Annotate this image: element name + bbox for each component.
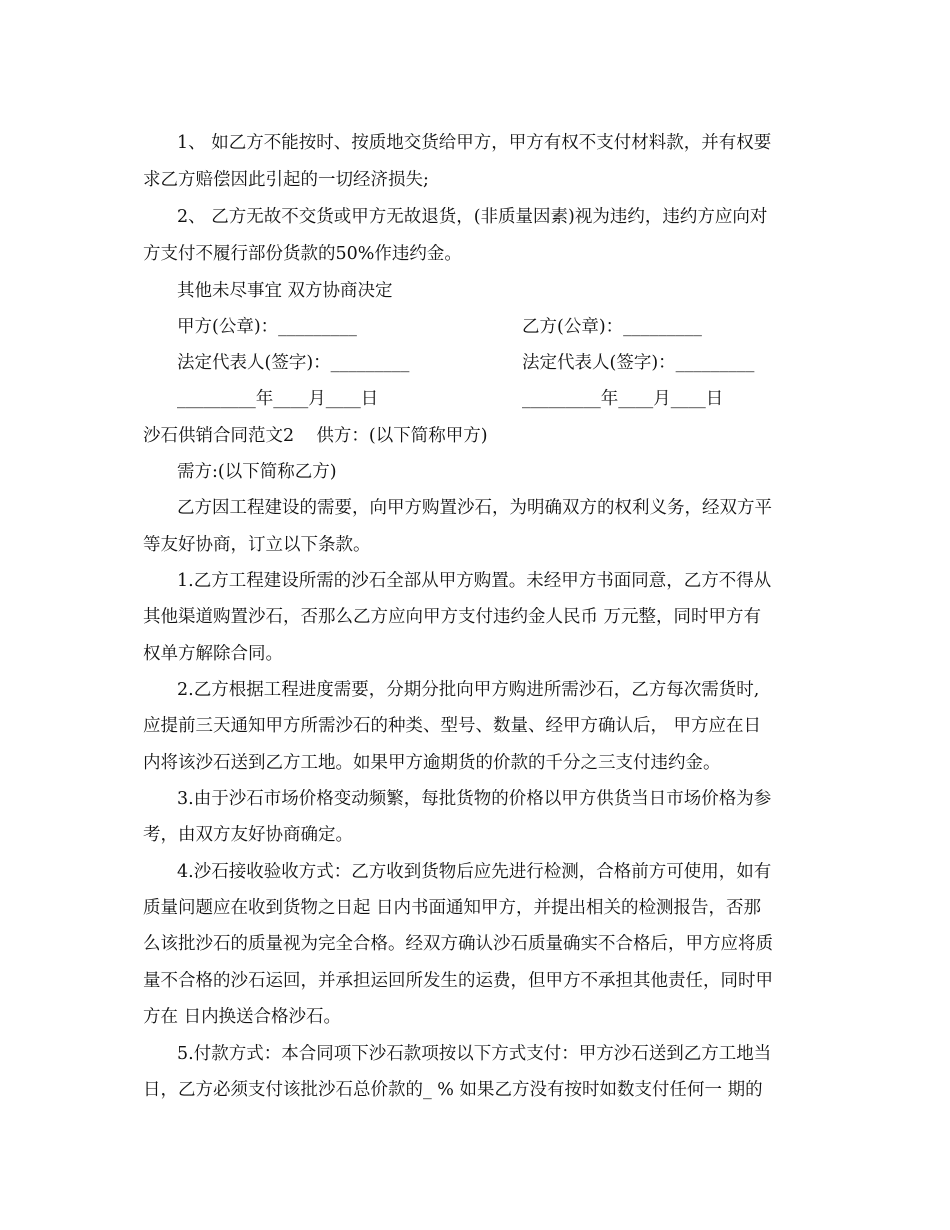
clause-2-line-1: 2、 乙方无故不交货或甲方无故退货，(非质量因素)视为违约，违约方应向对 [177,207,768,227]
term-4-line-5: 方在 日内换送合格沙石。 [143,1007,342,1027]
contract-2-heading: 沙石供销合同范文2 供方：(以下简称甲方) [143,426,488,446]
term-5-line-2: 日，乙方必须支付该批沙石总价款的_ % 如果乙方没有按时如数支付任何一 期的 [143,1080,763,1100]
term-5-line-1: 5.付款方式：本合同项下沙石款项按以下方式支付：甲方沙石送到乙方工地当 [177,1044,772,1064]
party-b-date: _________年____月____日 [522,389,724,409]
term-4-line-2: 质量问题应在收到货物之日起 日内书面通知甲方，并提出相关的检测报告，否那 [143,898,762,918]
term-4-line-4: 量不合格的沙石运回，并承担运回所发生的运费，但甲方不承担其他责任，同时甲 [143,971,773,991]
term-3-line-1: 3.由于沙石市场价格变动频繁，每批货物的价格以甲方供货当日市场价格为参 [177,789,772,809]
intro-line-1: 乙方因工程建设的需要，向甲方购置沙石，为明确双方的权利义务，经双方平 [177,498,772,518]
buyer-line: 需方:(以下简称乙方) [177,462,337,482]
term-1-line-2: 其他渠道购置沙石，否那么乙方应向甲方支付违约金人民币 万元整，同时甲方有 [143,607,762,627]
intro-line-2: 等友好协商，订立以下条款。 [143,535,371,555]
party-b-representative: 法定代表人(签字)：_________ [522,353,755,373]
clause-1-line-2: 求乙方赔偿因此引起的一切经济损失; [143,170,429,190]
term-4-line-1: 4.沙石接收验收方式：乙方收到货物后应先进行检测，合格前方可使用，如有 [177,862,772,882]
term-1-line-3: 权单方解除合同。 [143,644,283,664]
party-b-seal: 乙方(公章)：_________ [522,317,702,337]
term-2-line-2: 应提前三天通知甲方所需沙石的种类、型号、数量、经甲方确认后， 甲方应在日 [143,716,762,736]
term-2-line-3: 内将该沙石送到乙方工地。如果甲方逾期货的价款的千分之三支付违约金。 [143,753,721,773]
party-a-seal: 甲方(公章)：_________ [177,317,357,337]
clause-1-line-1: 1、 如乙方不能按时、按质地交货给甲方，甲方有权不支付材料款，并有权要 [177,133,772,153]
term-4-line-3: 么该批沙石的质量视为完全合格。经双方确认沙石质量确实不合格后，甲方应将质 [143,934,773,954]
party-a-representative: 法定代表人(签字)：_________ [177,353,410,373]
term-3-line-2: 考，由双方友好协商确定。 [143,825,353,845]
term-2-line-1: 2.乙方根据工程进度需要，分期分批向甲方购进所需沙石，乙方每次需货时, [177,680,760,700]
term-1-line-1: 1.乙方工程建设所需的沙石全部从甲方购置。未经甲方书面同意，乙方不得从 [177,571,772,591]
party-a-date: _________年____月____日 [177,389,379,409]
other-matters: 其他未尽事宜 双方协商决定 [177,281,393,301]
clause-2-line-2: 方支付不履行部份货款的50%作违约金。 [143,244,462,264]
